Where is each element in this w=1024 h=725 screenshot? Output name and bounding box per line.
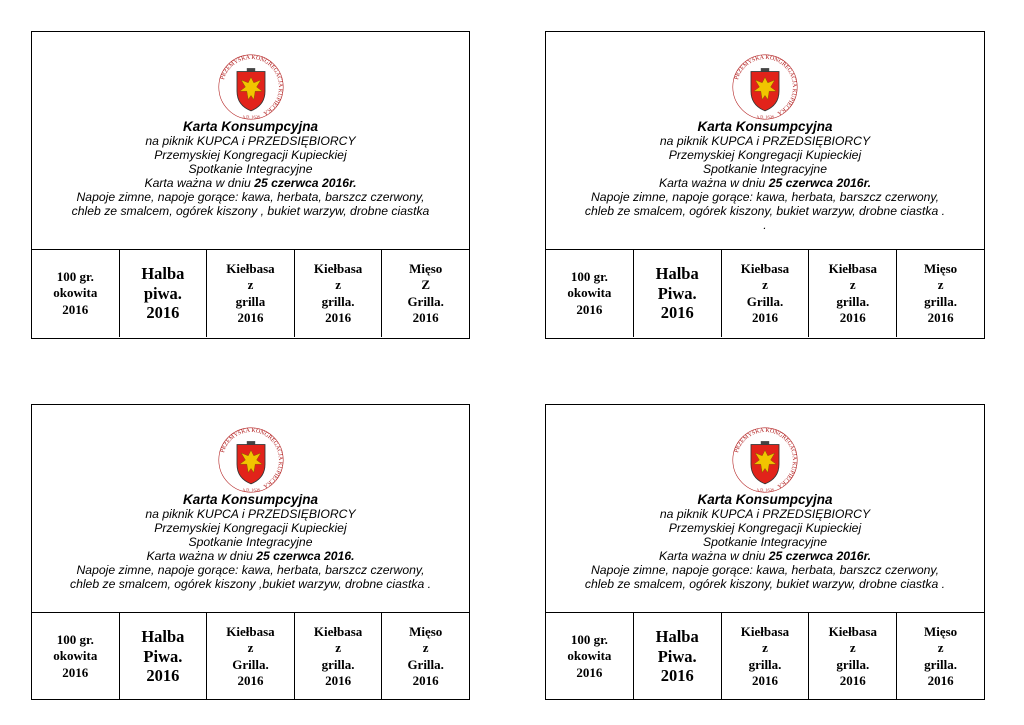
coupon-4 [809, 613, 897, 700]
coupon-line: Z [421, 277, 430, 292]
coupon-line: 2016 [927, 673, 954, 688]
kongregacja-seal-logo [730, 425, 800, 495]
coupon-line: grilla. [924, 656, 958, 672]
coupon-line: okowita [567, 648, 612, 664]
coupon-line: Kiełbasa [740, 260, 790, 276]
coupon-5 [897, 613, 984, 700]
card-info [546, 120, 984, 232]
coupon-line: z [335, 640, 341, 655]
kongregacja-seal-logo [216, 425, 286, 495]
consumption-card-1 [31, 31, 470, 339]
coupon-line: 2016 [237, 673, 264, 688]
coupon-line: grilla [235, 293, 266, 309]
coupon-line: Kiełbasa [226, 623, 275, 639]
coupon-1 [32, 250, 120, 337]
food-line: chleb ze smalcem, ogórek kiszony, bukiet warzyw, drobne ciastka . [584, 577, 946, 591]
coupon-4 [295, 613, 383, 700]
coupon-line: z [937, 640, 944, 655]
coupon-2 [120, 613, 208, 700]
validity-line: Karta ważna w dniu 25 czerwca 2016. [146, 549, 355, 563]
coupon-2 [120, 250, 208, 337]
drinks-line: Napoje zimne, napoje gorące: kawa, herbata, barszcz czerwony, [591, 190, 939, 204]
coupon-line: 2016 [839, 673, 866, 688]
consumption-card-2 [545, 31, 985, 339]
coupon-line: 2016 [660, 666, 694, 686]
meeting-line: Spotkanie Integracyjne [188, 162, 313, 176]
card-info [546, 493, 984, 591]
coupon-row [32, 613, 469, 700]
card-info [32, 120, 469, 218]
coupon-line: Kiełbasa [226, 260, 275, 276]
coupon-line: Kiełbasa [313, 623, 363, 639]
coupon-line: z [335, 277, 341, 292]
coupon-line: 2016 [751, 310, 778, 325]
coupon-line: Mięso [923, 260, 958, 276]
svg-text:PRZEMYSKA KONGREGACJA KUPIECKA: PRZEMYSKA KONGREGACJA KUPIECKA [219, 427, 283, 489]
coupon-line: 100 gr. [570, 631, 608, 647]
event-line: na piknik KUPCA i PRZEDSIĘBIORCY [145, 134, 356, 148]
coupon-line: z [762, 277, 768, 292]
event-line: na piknik KUPCA i PRZEDSIĘBIORCY [659, 134, 871, 148]
meeting-line: Spotkanie Integracyjne [188, 535, 313, 549]
coupon-line: z [849, 277, 856, 292]
coupon-line: Piwa. [657, 646, 697, 666]
card-title: Karta Konsumpcyjna [182, 119, 319, 134]
coupon-4 [809, 250, 897, 337]
coupon-line: z [762, 640, 768, 655]
coupon-line: z [247, 277, 254, 292]
coupon-line: grilla. [321, 293, 355, 309]
coupon-line: 2016 [839, 310, 866, 325]
consumption-card-4 [545, 404, 985, 700]
coupon-row [546, 613, 984, 700]
coupon-line: Halba [655, 264, 699, 284]
coupon-line: Kiełbasa [828, 623, 877, 639]
drinks-line: Napoje zimne, napoje gorące: kawa, herbata, barszcz czerwony, [76, 190, 425, 204]
coupon-line: grilla. [836, 656, 870, 672]
coupon-1 [546, 613, 634, 700]
svg-text:A.D. 1638: A.D. 1638 [756, 114, 774, 120]
coupon-line: Mięso [409, 260, 443, 276]
coupon-line: 2016 [325, 310, 352, 325]
coupon-line: Mięso [409, 623, 443, 639]
coupon-row [32, 250, 469, 337]
coupon-line: 2016 [927, 310, 954, 325]
seal-graphic [216, 52, 286, 122]
coupon-line: 2016 [412, 310, 439, 325]
seal-graphic [730, 52, 800, 122]
event-line: na piknik KUPCA i PRZEDSIĘBIORCY [145, 507, 356, 521]
card-header [546, 405, 984, 613]
coupon-line: grilla. [836, 293, 870, 309]
consumption-card-3 [31, 404, 470, 700]
card-info [32, 493, 469, 591]
coupon-line: Kiełbasa [740, 623, 790, 639]
coupon-line: Mięso [923, 623, 958, 639]
coupon-line: okowita [567, 285, 612, 301]
coupon-line: Halba [141, 627, 185, 647]
coupon-1 [32, 613, 120, 700]
coupon-line: 2016 [237, 310, 264, 325]
card-title: Karta Konsumpcyjna [182, 492, 319, 507]
coupon-line: z [849, 640, 856, 655]
coupon-line: Halba [141, 264, 185, 284]
organizer-line: Przemyskiej Kongregacji Kupieckiej [668, 148, 862, 162]
svg-text:A.D. 1638: A.D. 1638 [241, 114, 260, 120]
coupon-line: 2016 [146, 666, 180, 686]
coupon-line: z [937, 277, 944, 292]
seal-graphic [216, 425, 286, 495]
coupon-line: grilla. [321, 656, 355, 672]
coupon-line: Grilla. [407, 656, 444, 672]
coupon-5 [382, 250, 469, 337]
event-line: na piknik KUPCA i PRZEDSIĘBIORCY [659, 507, 871, 521]
drinks-line: Napoje zimne, napoje gorące: kawa, herbata, barszcz czerwony, [591, 563, 939, 577]
coupon-row [546, 250, 984, 337]
kongregacja-seal-logo [216, 52, 286, 122]
coupon-3 [722, 613, 810, 700]
card-header [32, 405, 469, 613]
meeting-line: Spotkanie Integracyjne [703, 162, 827, 176]
coupon-line: 2016 [660, 303, 694, 323]
kongregacja-seal-logo [730, 52, 800, 122]
coupon-3 [722, 250, 810, 337]
coupon-line: 2016 [62, 301, 89, 317]
organizer-line: Przemyskiej Kongregacji Kupieckiej [154, 521, 347, 535]
validity-line: Karta ważna w dniu 25 czerwca 2016r. [144, 176, 357, 190]
coupon-line: Piwa. [657, 283, 697, 303]
coupon-line: piwa. [143, 283, 182, 303]
coupon-line: Kiełbasa [828, 260, 877, 276]
svg-text:PRZEMYSKA KONGREGACJA KUPIECKA: PRZEMYSKA KONGREGACJA KUPIECKA [734, 54, 798, 116]
card-header [32, 32, 469, 250]
coupon-line: Halba [655, 627, 699, 647]
coupon-2 [634, 250, 722, 337]
extra-line: . [763, 218, 767, 232]
coupon-line: 100 gr. [570, 268, 608, 284]
coupon-4 [295, 250, 383, 337]
card-title: Karta Konsumpcyjna [697, 119, 833, 134]
meeting-line: Spotkanie Integracyjne [703, 535, 827, 549]
coupon-5 [897, 250, 984, 337]
svg-text:A.D. 1638: A.D. 1638 [756, 487, 774, 493]
drinks-line: Napoje zimne, napoje gorące: kawa, herbata, barszcz czerwony, [76, 563, 425, 577]
coupon-line: z [422, 640, 429, 655]
coupon-line: 100 gr. [56, 631, 94, 647]
coupon-line: 2016 [62, 664, 89, 680]
coupon-line: 2016 [412, 673, 439, 688]
coupon-5 [382, 613, 469, 700]
validity-line: Karta ważna w dniu 25 czerwca 2016r. [658, 549, 872, 563]
organizer-line: Przemyskiej Kongregacji Kupieckiej [154, 148, 347, 162]
svg-text:PRZEMYSKA KONGREGACJA KUPIECKA: PRZEMYSKA KONGREGACJA KUPIECKA [734, 427, 798, 489]
coupon-line: Grilla. [407, 293, 444, 309]
food-line: chleb ze smalcem, ogórek kiszony ,bukiet warzyw, drobne ciastka . [69, 577, 432, 591]
validity-line: Karta ważna w dniu 25 czerwca 2016r. [658, 176, 872, 190]
coupon-2 [634, 613, 722, 700]
coupon-line: 100 gr. [56, 268, 94, 284]
coupon-line: Grilla. [746, 293, 784, 309]
food-line: chleb ze smalcem, ogórek kiszony, bukiet warzyw, drobne ciastka . [584, 204, 946, 218]
coupon-line: 2016 [146, 303, 180, 323]
seal-graphic [730, 425, 800, 495]
coupon-line: z [247, 640, 254, 655]
coupon-3 [207, 250, 295, 337]
coupon-line: okowita [53, 285, 98, 301]
coupon-line: 2016 [576, 301, 603, 317]
svg-text:A.D. 1638: A.D. 1638 [241, 487, 260, 493]
coupon-line: Piwa. [143, 646, 183, 666]
svg-text:PRZEMYSKA KONGREGACJA KUPIECKA: PRZEMYSKA KONGREGACJA KUPIECKA [219, 54, 283, 116]
coupon-3 [207, 613, 295, 700]
food-line: chleb ze smalcem, ogórek kiszony , bukiet warzyw, drobne ciastka [71, 204, 430, 218]
coupon-line: 2016 [576, 664, 603, 680]
coupon-line: Kiełbasa [313, 260, 363, 276]
coupon-line: 2016 [751, 673, 778, 688]
coupon-line: grilla. [748, 656, 782, 672]
coupon-line: okowita [53, 648, 98, 664]
coupon-line: Grilla. [232, 656, 269, 672]
coupon-1 [546, 250, 634, 337]
card-title: Karta Konsumpcyjna [697, 492, 833, 507]
coupon-line: 2016 [325, 673, 352, 688]
card-header [546, 32, 984, 250]
organizer-line: Przemyskiej Kongregacji Kupieckiej [668, 521, 862, 535]
coupon-line: grilla. [924, 293, 958, 309]
